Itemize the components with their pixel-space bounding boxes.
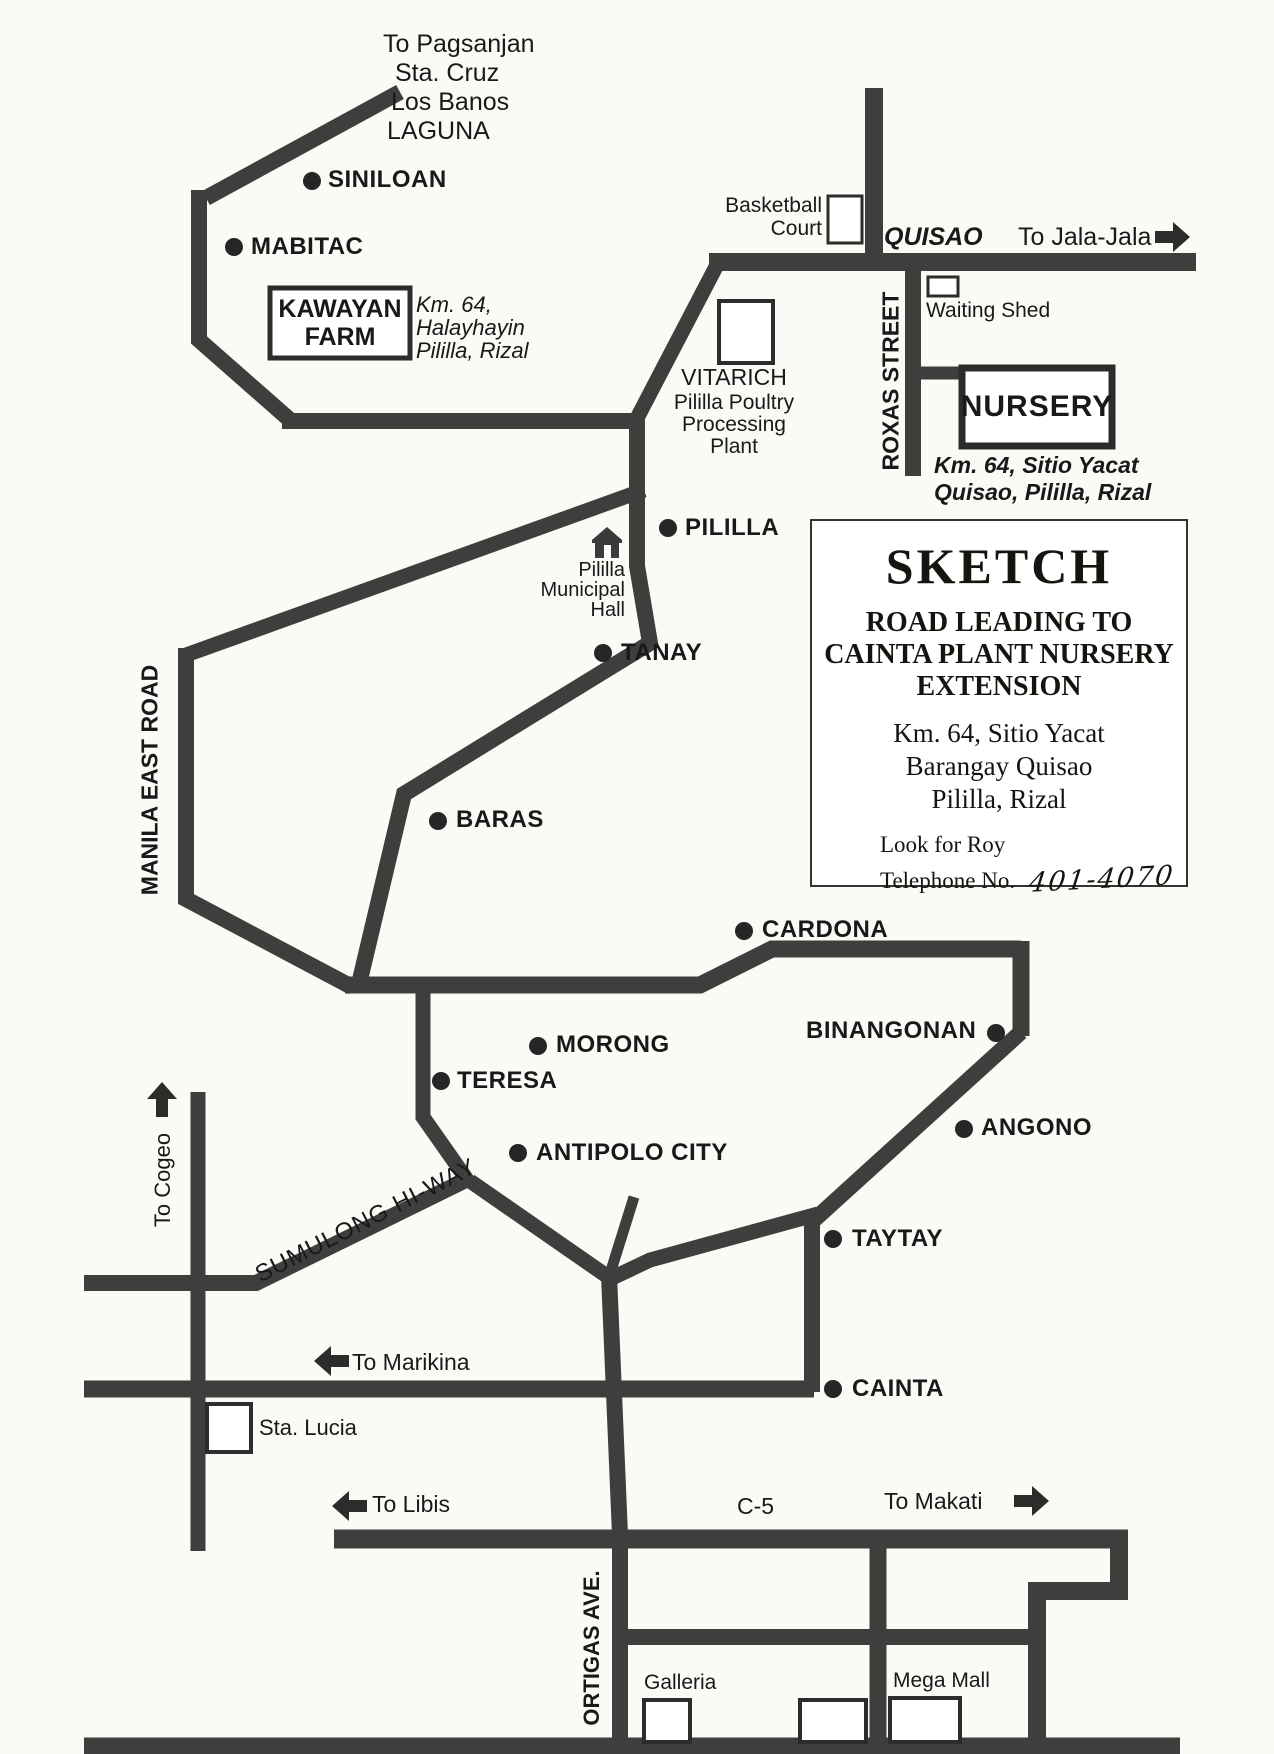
vitarich-name: VITARICH	[681, 364, 787, 390]
legend-title: SKETCH	[885, 538, 1113, 594]
vitarich-label	[653, 366, 815, 458]
nursery-address-line: Km. 64, Sitio Yacat	[934, 452, 1139, 478]
road-ortigas-ave	[609, 1275, 620, 1754]
siniloan-dot	[303, 172, 321, 190]
town-label-cainta: CAINTA	[852, 1375, 944, 1402]
legend-phone-number: 401-4070	[1027, 860, 1177, 899]
road-label-c5: C-5	[737, 1493, 775, 1519]
legend-heading-line: CAINTA PLANT NURSERY	[824, 639, 1174, 670]
municipal-hall-label	[528, 560, 625, 620]
teresa-dot	[432, 1072, 450, 1090]
tanay-dot	[594, 644, 612, 662]
vitarich-desc-line: Processing	[682, 413, 786, 436]
angono-dot	[955, 1120, 973, 1138]
legend-address-line: Km. 64, Sitio Yacat	[893, 718, 1105, 748]
road-taytay-link	[610, 1214, 818, 1279]
municipal-hall-line: Municipal	[540, 579, 625, 601]
dest-libis: To Libis	[372, 1491, 450, 1517]
waiting-shed-label: Waiting Shed	[926, 299, 1051, 322]
legend-contact: Look for Roy	[880, 832, 1006, 857]
town-label-cardona: CARDONA	[762, 916, 889, 943]
town-label-tanay: TANAY	[621, 639, 703, 666]
cardona-dot	[735, 922, 753, 940]
vitarich-box	[719, 301, 773, 363]
nursery-label: NURSERY	[960, 390, 1114, 423]
town-label-binangonan: BINANGONAN	[806, 1017, 977, 1044]
road-c5-jog	[1037, 1533, 1119, 1745]
mega-mall-box	[890, 1698, 960, 1742]
vitarich-desc-line: Pililla Poultry	[673, 391, 795, 414]
galleria-label: Galleria	[644, 1671, 717, 1694]
nursery-address	[934, 452, 1151, 506]
waiting-shed-box	[928, 277, 958, 296]
municipal-hall-line: Pililla	[578, 559, 625, 581]
town-label-antipolo-city: ANTIPOLO CITY	[536, 1139, 728, 1166]
kawayan-farm-address	[416, 293, 528, 362]
pililla-dot	[659, 519, 677, 537]
baras-dot	[429, 812, 447, 830]
libis-arrow-icon	[332, 1491, 367, 1521]
legend-box	[810, 519, 1188, 899]
cainta-dot	[824, 1380, 842, 1398]
mega-mall-label: Mega Mall	[893, 1669, 990, 1692]
sta-lucia-box	[207, 1404, 251, 1452]
legend-address-line: Pililla, Rizal	[931, 784, 1067, 814]
morong-dot	[529, 1037, 547, 1055]
town-label-baras: BARAS	[456, 806, 544, 833]
taytay-dot	[824, 1230, 842, 1248]
binangonan-dot	[987, 1024, 1005, 1042]
vitarich-desc-line: Plant	[710, 435, 758, 458]
jala-jala-arrow-icon	[1155, 222, 1190, 252]
road-label-manila-east: MANILA EAST ROAD	[136, 664, 163, 896]
road-antipolo-link	[470, 1181, 614, 1281]
road-manila-east	[186, 648, 352, 987]
municipal-hall-icon	[592, 527, 622, 558]
kawayan-address-line: Km. 64,	[416, 292, 492, 317]
antipolo-city-dot	[509, 1144, 527, 1162]
road-label-ortigas: ORTIGAS AVE.	[579, 1570, 605, 1726]
municipal-hall-line: Hall	[590, 599, 625, 621]
road-label-roxas-street: ROXAS STREET	[877, 291, 904, 471]
legend-phone-label: Telephone No.	[880, 868, 1016, 893]
sta-lucia-label: Sta. Lucia	[259, 1415, 357, 1440]
legend-address-line: Barangay Quisao	[905, 751, 1093, 781]
basketball-line: Court	[770, 217, 822, 240]
mabitac-dot	[225, 238, 243, 256]
town-label-morong: MORONG	[556, 1031, 670, 1058]
dest-pagsanjan: To Pagsanjan	[383, 30, 535, 58]
legend-heading-line: EXTENSION	[916, 671, 1082, 702]
basketball-court-label	[700, 194, 822, 240]
cogeo-arrow-icon	[147, 1082, 177, 1117]
dest-sta-cruz: Sta. Cruz	[395, 59, 500, 87]
dest-laguna: LAGUNA	[387, 117, 490, 145]
town-label-teresa: TERESA	[457, 1067, 558, 1094]
dest-cogeo: To Cogeo	[150, 1132, 176, 1228]
basketball-court-box	[828, 196, 862, 243]
road-label-sumulong: SUMULONG HI-WAY	[250, 1153, 481, 1289]
legend-heading-line: ROAD LEADING TO	[865, 607, 1133, 638]
nursery-address-line: Quisao, Pililla, Rizal	[934, 479, 1152, 505]
kawayan-address-line: Pililla, Rizal	[416, 338, 529, 363]
laguna-destinations	[383, 30, 535, 146]
dest-jala-jala: To Jala-Jala	[1018, 223, 1152, 251]
basketball-line: Basketball	[725, 194, 822, 217]
town-label-taytay: TAYTAY	[852, 1225, 944, 1252]
town-label-pililla: PILILLA	[685, 514, 780, 541]
dest-los-banos: Los Banos	[391, 88, 510, 116]
dest-marikina: To Marikina	[352, 1349, 470, 1375]
makati-arrow-icon	[1014, 1486, 1049, 1516]
kawayan-farm-label: KAWAYAN FARM	[278, 295, 402, 351]
kawayan-address-line: Halayhayin	[416, 315, 525, 340]
dest-makati: To Makati	[884, 1488, 983, 1514]
galleria-box	[644, 1700, 690, 1742]
unlabeled-building-box	[800, 1700, 866, 1742]
road-label-quisao: QUISAO	[884, 223, 983, 251]
road-cardona	[345, 949, 1021, 985]
town-label-siniloan: SINILOAN	[328, 166, 447, 193]
town-label-mabitac: MABITAC	[251, 233, 364, 260]
legend-phone-row	[880, 860, 1186, 899]
town-label-angono: ANGONO	[981, 1114, 1092, 1141]
marikina-arrow-icon	[314, 1346, 349, 1376]
